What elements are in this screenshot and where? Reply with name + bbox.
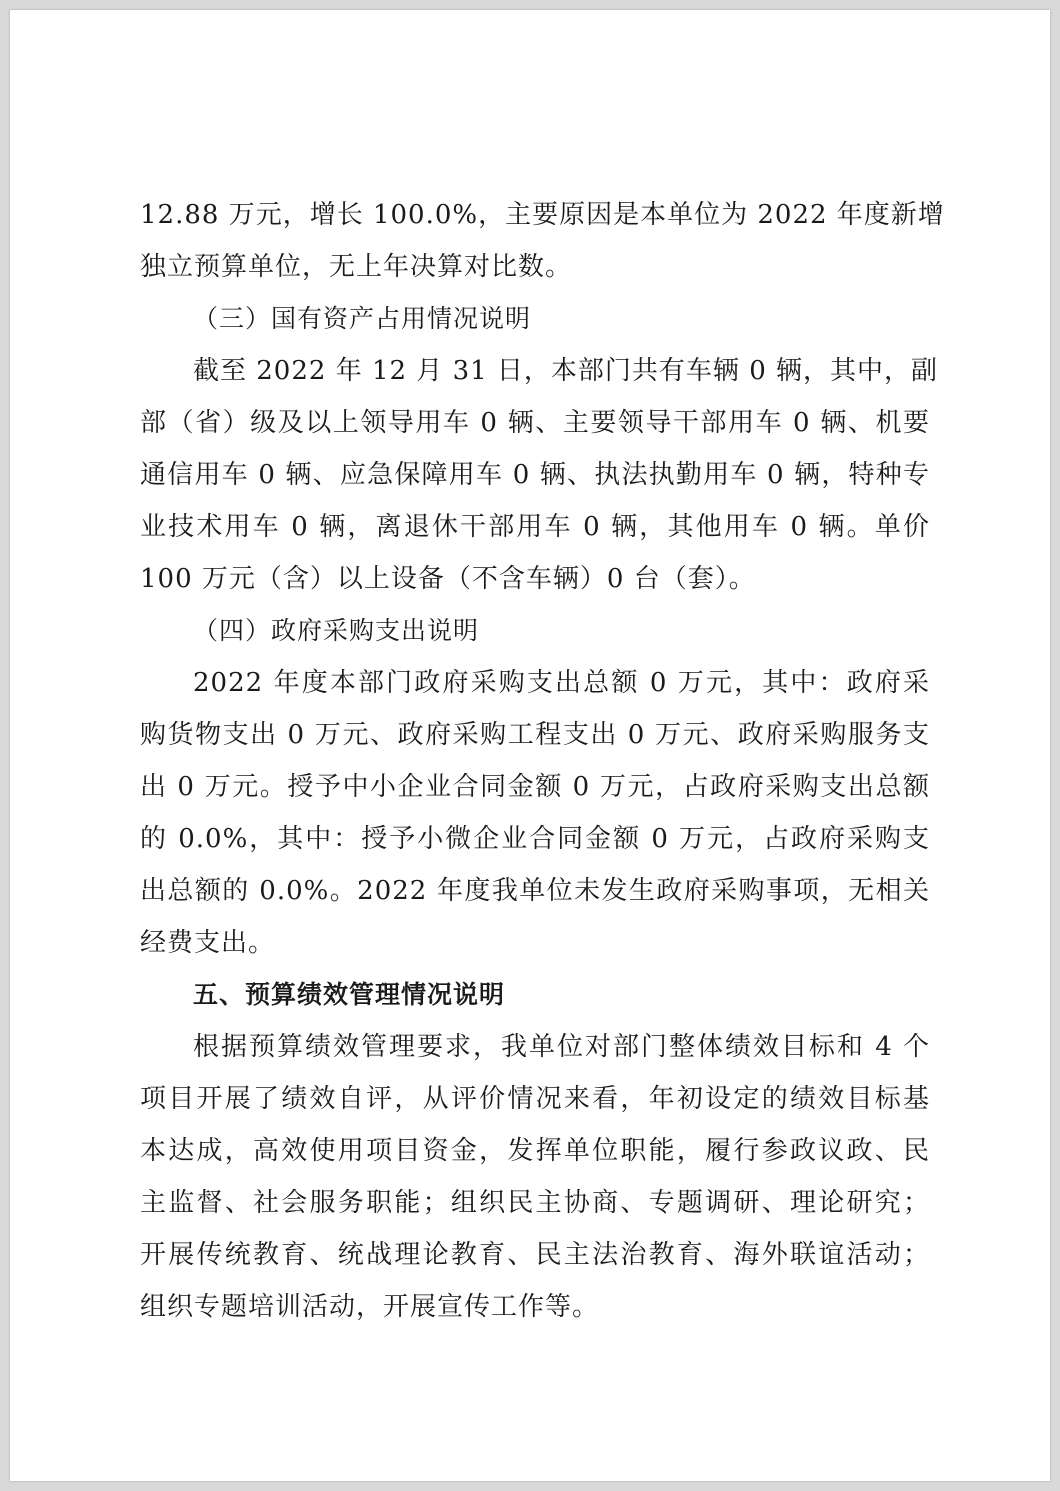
section-subheading: （三）国有资产占用情况说明 bbox=[193, 304, 532, 333]
body-text-line: 独立预算单位，无上年决算对比数。 bbox=[140, 252, 573, 282]
body-text-line: 2022 年度本部门政府采购支出总额 0 万元，其中：政府采 bbox=[193, 668, 930, 698]
body-text-line: 组织专题培训活动，开展宣传工作等。 bbox=[140, 1292, 600, 1322]
body-text-line: 根据预算绩效管理要求，我单位对部门整体绩效目标和 4 个 bbox=[193, 1032, 930, 1062]
body-text-line: 购货物支出 0 万元、政府采购工程支出 0 万元、政府采购服务支 bbox=[140, 720, 930, 750]
body-text-line: 通信用车 0 辆、应急保障用车 0 辆、执法执勤用车 0 辆，特种专 bbox=[140, 460, 930, 490]
body-text-line: 出 0 万元。授予中小企业合同金额 0 万元，占政府采购支出总额 bbox=[140, 772, 930, 802]
document-page bbox=[10, 10, 1050, 1481]
body-text-line: 开展传统教育、统战理论教育、民主法治教育、海外联谊活动； bbox=[140, 1240, 930, 1270]
body-text-line: 本达成，高效使用项目资金，发挥单位职能，履行参政议政、民 bbox=[140, 1136, 930, 1166]
body-text-line: 项目开展了绩效自评，从评价情况来看，年初设定的绩效目标基 bbox=[140, 1084, 930, 1114]
body-text-line: 的 0.0%，其中：授予小微企业合同金额 0 万元，占政府采购支 bbox=[140, 824, 930, 854]
body-text-line: 主监督、社会服务职能；组织民主协商、专题调研、理论研究； bbox=[140, 1188, 930, 1218]
body-text-line: 12.88 万元，增长 100.0%，主要原因是本单位为 2022 年度新增 bbox=[140, 200, 945, 230]
body-text-line: 经费支出。 bbox=[140, 928, 276, 958]
body-text-line: 截至 2022 年 12 月 31 日，本部门共有车辆 0 辆，其中，副 bbox=[193, 356, 938, 386]
body-text-line: 部（省）级及以上领导用车 0 辆、主要领导干部用车 0 辆、机要 bbox=[140, 408, 930, 438]
body-text-line: 出总额的 0.0%。2022 年度我单位未发生政府采购事项，无相关 bbox=[140, 876, 930, 906]
section-heading: 五、预算绩效管理情况说明 bbox=[193, 980, 506, 1009]
section-subheading: （四）政府采购支出说明 bbox=[193, 616, 480, 645]
body-text-line: 100 万元（含）以上设备（不含车辆）0 台（套）。 bbox=[140, 564, 756, 594]
body-text-line: 业技术用车 0 辆，离退休干部用车 0 辆，其他用车 0 辆。单价 bbox=[140, 512, 930, 542]
